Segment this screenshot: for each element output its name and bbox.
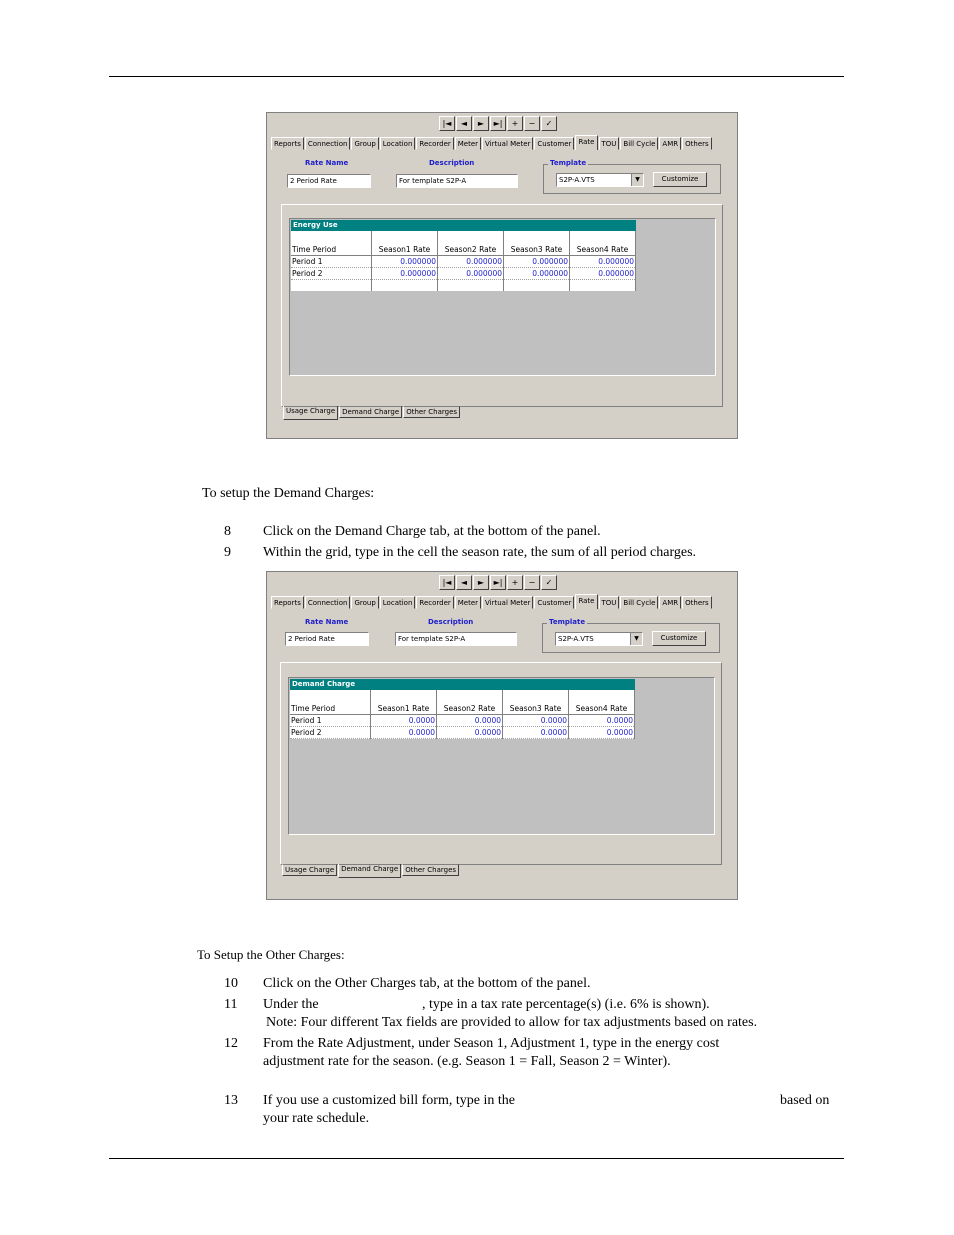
rate-cell[interactable]: 0.000000 (570, 256, 636, 268)
rate-cell[interactable]: 0.000000 (372, 268, 438, 280)
step-11-start: Under the (263, 997, 319, 1012)
tab-tou[interactable]: TOU (599, 137, 620, 150)
chevron-down-icon[interactable]: ▼ (630, 633, 642, 645)
rate-cell[interactable]: 0.000000 (372, 256, 438, 268)
tab-group[interactable]: Group (351, 137, 378, 150)
rate-cell[interactable]: 0.000000 (438, 256, 504, 268)
main-tabs (271, 137, 713, 151)
tab-usage-charge[interactable]: Usage Charge (283, 406, 338, 420)
step-number: 9 (224, 545, 231, 560)
header-rule (109, 76, 844, 77)
last-record-icon[interactable]: ►| (490, 575, 506, 590)
charge-panel (280, 662, 722, 865)
rate-cell[interactable]: 0.000000 (504, 268, 570, 280)
step-number: 11 (224, 997, 238, 1012)
charge-tabs (282, 864, 460, 878)
rate-cell[interactable]: 0.0000 (437, 715, 503, 727)
rate-panel-usage-charge (266, 112, 738, 439)
template-value: S2P-A.VTS (559, 176, 595, 184)
tab-reports[interactable]: Reports (271, 596, 304, 609)
period-cell[interactable]: Period 1 (290, 715, 371, 727)
template-label: Template (550, 159, 587, 167)
period-cell[interactable]: Period 2 (291, 268, 372, 280)
tab-customer[interactable]: Customer (534, 137, 574, 150)
tab-others[interactable]: Others (682, 596, 712, 609)
step-number: 8 (224, 524, 231, 539)
tab-demand-charge[interactable]: Demand Charge (339, 406, 402, 418)
demand-charge-grid-area (288, 677, 715, 835)
column-header: Season2 Rate (437, 702, 503, 715)
step-12-line1: From the Rate Adjustment, under Season 1, Adjustment 1, type in the energy cost (263, 1036, 720, 1051)
step-13-line2: your rate schedule. (263, 1111, 370, 1126)
tab-amr[interactable]: AMR (659, 596, 681, 609)
template-select[interactable] (556, 173, 644, 187)
rate-cell[interactable]: 0.0000 (569, 715, 635, 727)
tab-bill-cycle[interactable]: Bill Cycle (620, 596, 658, 609)
template-group (543, 159, 721, 194)
rate-cell[interactable]: 0.000000 (570, 268, 636, 280)
description-input[interactable]: For template S2P-A (396, 174, 518, 188)
table-row (291, 268, 636, 280)
rate-cell[interactable]: 0.000000 (438, 268, 504, 280)
table-row (290, 727, 635, 739)
charge-tabs (283, 406, 461, 420)
tab-meter[interactable]: Meter (455, 137, 481, 150)
period-cell[interactable]: Period 2 (290, 727, 371, 739)
rate-cell[interactable]: 0.000000 (504, 256, 570, 268)
tab-other-charges[interactable]: Other Charges (403, 406, 460, 418)
prev-record-icon[interactable]: ◄ (456, 116, 472, 131)
rate-name-input[interactable]: 2 Period Rate (285, 632, 369, 646)
tab-location[interactable]: Location (380, 596, 416, 609)
customize-button[interactable]: Customize (652, 631, 706, 646)
tab-tou[interactable]: TOU (599, 596, 620, 609)
last-record-icon[interactable]: ►| (490, 116, 506, 131)
demand-charge-grid[interactable] (290, 679, 635, 739)
tab-connection[interactable]: Connection (305, 596, 351, 609)
prev-record-icon[interactable]: ◄ (456, 575, 472, 590)
first-record-icon[interactable]: |◄ (439, 116, 455, 131)
tab-customer[interactable]: Customer (534, 596, 574, 609)
rate-table (290, 690, 635, 739)
rate-cell[interactable]: 0.0000 (371, 727, 437, 739)
step-number: 12 (224, 1036, 238, 1051)
tab-virtual-meter[interactable]: Virtual Meter (482, 137, 533, 150)
tab-demand-charge[interactable]: Demand Charge (338, 864, 401, 878)
rate-cell[interactable]: 0.0000 (503, 727, 569, 739)
column-header: Season4 Rate (569, 702, 635, 715)
post-record-icon[interactable]: ✓ (541, 116, 557, 131)
rate-table (291, 231, 636, 291)
description-input[interactable]: For template S2P-A (395, 632, 517, 646)
tab-rate[interactable]: Rate (575, 594, 597, 609)
energy-use-grid-area (289, 218, 716, 376)
rate-cell[interactable]: 0.0000 (503, 715, 569, 727)
record-navigator (439, 575, 558, 592)
template-group (542, 618, 720, 653)
energy-use-grid[interactable] (291, 220, 636, 291)
add-record-icon[interactable]: + (507, 116, 523, 131)
next-record-icon[interactable]: ► (473, 116, 489, 131)
rate-cell[interactable]: 0.0000 (437, 727, 503, 739)
tab-bill-cycle[interactable]: Bill Cycle (620, 137, 658, 150)
tab-others[interactable]: Others (682, 137, 712, 150)
tab-recorder[interactable]: Recorder (416, 137, 453, 150)
other-intro: To Setup the Other Charges: (197, 947, 345, 962)
footer-rule (109, 1158, 844, 1159)
tab-usage-charge[interactable]: Usage Charge (282, 864, 337, 876)
chevron-down-icon[interactable]: ▼ (631, 174, 643, 186)
rate-name-label: Rate Name (305, 618, 349, 626)
tab-amr[interactable]: AMR (659, 137, 681, 150)
column-header: Season3 Rate (503, 702, 569, 715)
template-value: S2P-A.VTS (558, 635, 594, 643)
rate-panel-demand-charge (266, 571, 738, 900)
column-header: Season3 Rate (504, 243, 570, 256)
grid-title: Demand Charge (290, 679, 635, 690)
rate-name-input[interactable]: 2 Period Rate (287, 174, 371, 188)
table-row (291, 256, 636, 268)
first-record-icon[interactable]: |◄ (439, 575, 455, 590)
step-10: Click on the Other Charges tab, at the bottom of the panel. (263, 976, 591, 991)
column-header: Season1 Rate (371, 702, 437, 715)
tab-other-charges[interactable]: Other Charges (402, 864, 459, 876)
step-13-start: If you use a customized bill form, type in the (263, 1093, 515, 1108)
tab-location[interactable]: Location (380, 137, 416, 150)
tab-connection[interactable]: Connection (305, 137, 351, 150)
add-record-icon[interactable]: + (507, 575, 523, 590)
step-11-note: Note: Four different Tax fields are provided to allow for tax adjustments based on rates. (266, 1015, 758, 1030)
step-11-end: , type in a tax rate percentage(s) (i.e. 6% is shown). (422, 997, 710, 1012)
rate-cell[interactable]: 0.0000 (569, 727, 635, 739)
demand-intro: To setup the Demand Charges: (202, 486, 375, 501)
column-header: Time Period (291, 243, 372, 256)
tab-virtual-meter[interactable]: Virtual Meter (482, 596, 533, 609)
rate-cell[interactable]: 0.0000 (371, 715, 437, 727)
tab-recorder[interactable]: Recorder (416, 596, 453, 609)
description-label: Description (428, 618, 474, 626)
template-label: Template (549, 618, 586, 626)
step-9: Within the grid, type in the cell the season rate, the sum of all period charges. (263, 545, 697, 560)
tab-group[interactable]: Group (351, 596, 378, 609)
main-tabs (271, 596, 713, 610)
charge-panel (281, 204, 723, 407)
tab-rate[interactable]: Rate (575, 135, 597, 150)
customize-button[interactable]: Customize (653, 172, 707, 187)
step-13-end: based on (780, 1093, 830, 1108)
step-8: Click on the Demand Charge tab, at the bottom of the panel. (263, 524, 601, 539)
column-header: Season2 Rate (438, 243, 504, 256)
grid-title: Energy Use (291, 220, 636, 231)
column-header: Season4 Rate (570, 243, 636, 256)
description-label: Description (429, 159, 475, 167)
table-row (290, 715, 635, 727)
record-navigator (439, 116, 558, 133)
template-select[interactable] (555, 632, 643, 646)
step-number: 13 (224, 1093, 238, 1108)
column-header: Season1 Rate (372, 243, 438, 256)
delete-record-icon[interactable]: − (524, 116, 540, 131)
post-record-icon[interactable]: ✓ (541, 575, 557, 590)
next-record-icon[interactable]: ► (473, 575, 489, 590)
period-cell[interactable]: Period 1 (291, 256, 372, 268)
delete-record-icon[interactable]: − (524, 575, 540, 590)
rate-name-label: Rate Name (305, 159, 349, 167)
step-12-line2: adjustment rate for the season. (e.g. Season 1 = Fall, Season 2 = Winter). (263, 1054, 671, 1069)
tab-reports[interactable]: Reports (271, 137, 304, 150)
step-number: 10 (224, 976, 238, 991)
column-header: Time Period (290, 702, 371, 715)
tab-meter[interactable]: Meter (455, 596, 481, 609)
